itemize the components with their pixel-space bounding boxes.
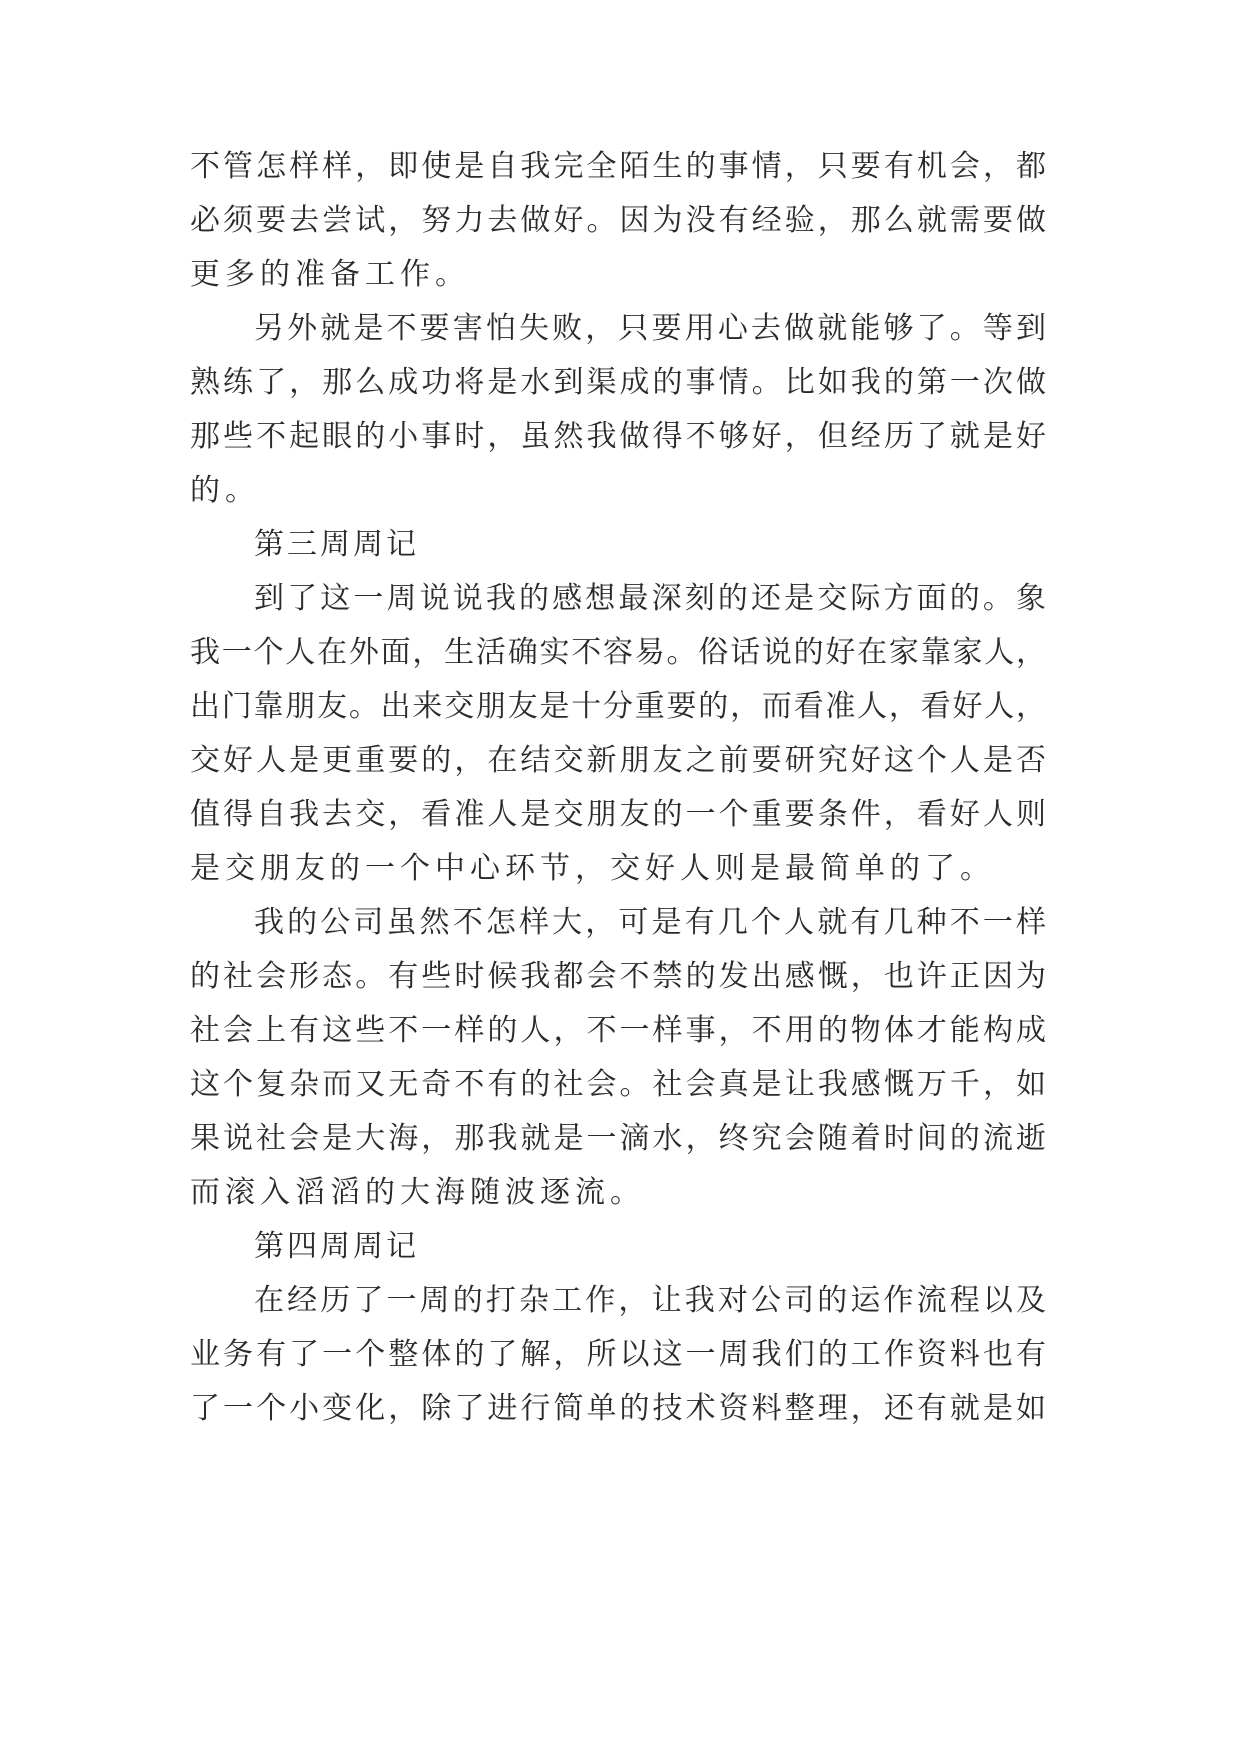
text-line: 值得自我去交，看准人是交朋友的一个重要条件，看好人则 [190,797,1046,832]
text-line: 不管怎样样，即使是自我完全陌生的事情，只要有机会，都 [190,149,1046,184]
text-line: 的。 [190,473,260,508]
section-heading: 第四周周记 [254,1229,419,1264]
text-line: 社会上有这些不一样的人，不一样事，不用的物体才能构成 [190,1013,1046,1048]
text-line: 必须要去尝试，努力去做好。因为没有经验，那么就需要做 [190,203,1046,238]
text-line: 另外就是不要害怕失败，只要用心去做就能够了。等到 [254,311,1046,346]
text-line: 更多的准备工作。 [190,257,470,292]
section-heading: 第三周周记 [254,527,419,562]
text-line: 我一个人在外面，生活确实不容易。俗话说的好在家靠家人， [190,635,1046,670]
text-line: 熟练了，那么成功将是水到渠成的事情。比如我的第一次做 [190,365,1046,400]
text-line: 了一个小变化，除了进行简单的技术资料整理，还有就是如 [190,1391,1046,1426]
text-line: 而滚入滔滔的大海随波逐流。 [190,1175,645,1210]
text-line: 到了这一周说说我的感想最深刻的还是交际方面的。象 [254,581,1046,616]
text-line: 的社会形态。有些时候我都会不禁的发出感慨，也许正因为 [190,959,1046,994]
text-line: 业务有了一个整体的了解，所以这一周我们的工作资料也有 [190,1337,1046,1372]
text-line: 果说社会是大海，那我就是一滴水，终究会随着时间的流逝 [190,1121,1046,1156]
text-line: 那些不起眼的小事时，虽然我做得不够好，但经历了就是好 [190,419,1046,454]
text-line: 是交朋友的一个中心环节，交好人则是最简单的了。 [190,851,995,886]
text-line: 在经历了一周的打杂工作，让我对公司的运作流程以及 [254,1283,1046,1318]
text-line: 我的公司虽然不怎样大，可是有几个人就有几种不一样 [254,905,1046,940]
text-line: 交好人是更重要的，在结交新朋友之前要研究好这个人是否 [190,743,1046,778]
text-line: 这个复杂而又无奇不有的社会。社会真是让我感慨万千，如 [190,1067,1046,1102]
text-line: 出门靠朋友。出来交朋友是十分重要的，而看准人，看好人， [190,689,1046,724]
